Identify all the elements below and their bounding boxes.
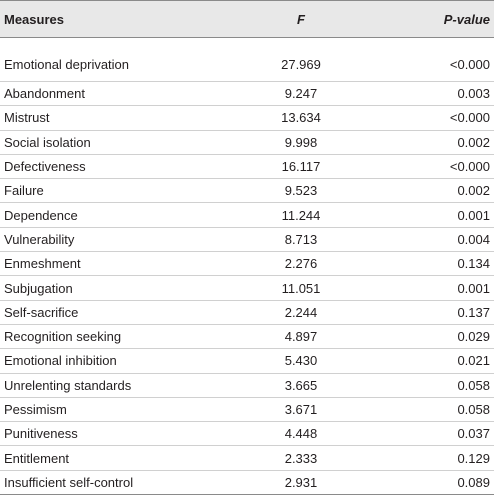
- cell-f-value: 11.051: [216, 276, 386, 300]
- table-row: [0, 130, 494, 154]
- cell-p-value: 0.021: [386, 349, 494, 373]
- cell-p-value: 0.129: [386, 446, 494, 470]
- cell-p-value: 0.003: [386, 82, 494, 106]
- cell-p-value: 0.002: [386, 179, 494, 203]
- cell-f-value: 9.247: [216, 82, 386, 106]
- cell-p-value: 0.029: [386, 324, 494, 348]
- cell-measure: Dependence: [0, 203, 216, 227]
- cell-f-value: 9.998: [216, 130, 386, 154]
- cell-p-value: 0.037: [386, 422, 494, 446]
- cell-f-value: 4.897: [216, 324, 386, 348]
- cell-measure: Recognition seeking: [0, 324, 216, 348]
- header-f: F: [216, 1, 386, 38]
- cell-measure: Defectiveness: [0, 154, 216, 178]
- cell-p-value: 0.058: [386, 373, 494, 397]
- cell-p-value: 0.001: [386, 276, 494, 300]
- table-row: [0, 252, 494, 276]
- cell-measure: Vulnerability: [0, 227, 216, 251]
- table-row: [0, 276, 494, 300]
- cell-p-value: 0.089: [386, 470, 494, 494]
- cell-measure: Social isolation: [0, 130, 216, 154]
- header-measures: Measures: [0, 1, 216, 38]
- cell-p-value: <0.000: [386, 38, 494, 82]
- table-body: [0, 38, 494, 495]
- cell-f-value: 2.276: [216, 252, 386, 276]
- table-row: [0, 106, 494, 130]
- cell-p-value: 0.004: [386, 227, 494, 251]
- table-row: [0, 422, 494, 446]
- table-row: [0, 82, 494, 106]
- table-row: [0, 227, 494, 251]
- cell-measure: Insufficient self-control: [0, 470, 216, 494]
- cell-measure: Abandonment: [0, 82, 216, 106]
- cell-f-value: 4.448: [216, 422, 386, 446]
- cell-f-value: 5.430: [216, 349, 386, 373]
- header-p-value: P-value: [386, 1, 494, 38]
- cell-p-value: 0.137: [386, 300, 494, 324]
- table-row: [0, 300, 494, 324]
- table-row: [0, 203, 494, 227]
- table-row: [0, 397, 494, 421]
- cell-measure: Punitiveness: [0, 422, 216, 446]
- cell-p-value: <0.000: [386, 106, 494, 130]
- cell-f-value: 2.244: [216, 300, 386, 324]
- cell-p-value: 0.001: [386, 203, 494, 227]
- cell-measure: Emotional deprivation: [0, 38, 216, 82]
- cell-measure: Unrelenting standards: [0, 373, 216, 397]
- cell-measure: Enmeshment: [0, 252, 216, 276]
- table-row: [0, 179, 494, 203]
- table-row: [0, 324, 494, 348]
- cell-p-value: 0.002: [386, 130, 494, 154]
- cell-p-value: 0.134: [386, 252, 494, 276]
- table-row: [0, 154, 494, 178]
- cell-f-value: 3.671: [216, 397, 386, 421]
- table-header: [0, 1, 494, 38]
- cell-f-value: 27.969: [216, 38, 386, 82]
- cell-measure: Self-sacrifice: [0, 300, 216, 324]
- table-row: [0, 38, 494, 82]
- cell-measure: Emotional inhibition: [0, 349, 216, 373]
- cell-f-value: 13.634: [216, 106, 386, 130]
- cell-measure: Mistrust: [0, 106, 216, 130]
- cell-f-value: 2.333: [216, 446, 386, 470]
- cell-f-value: 2.931: [216, 470, 386, 494]
- cell-measure: Subjugation: [0, 276, 216, 300]
- table-row: [0, 470, 494, 494]
- cell-f-value: 9.523: [216, 179, 386, 203]
- cell-f-value: 8.713: [216, 227, 386, 251]
- cell-f-value: 11.244: [216, 203, 386, 227]
- cell-p-value: <0.000: [386, 154, 494, 178]
- cell-measure: Failure: [0, 179, 216, 203]
- table-row: [0, 446, 494, 470]
- cell-f-value: 16.117: [216, 154, 386, 178]
- table-row: [0, 349, 494, 373]
- table-row: [0, 373, 494, 397]
- cell-p-value: 0.058: [386, 397, 494, 421]
- header-row: [0, 1, 494, 38]
- cell-f-value: 3.665: [216, 373, 386, 397]
- cell-measure: Entitlement: [0, 446, 216, 470]
- cell-measure: Pessimism: [0, 397, 216, 421]
